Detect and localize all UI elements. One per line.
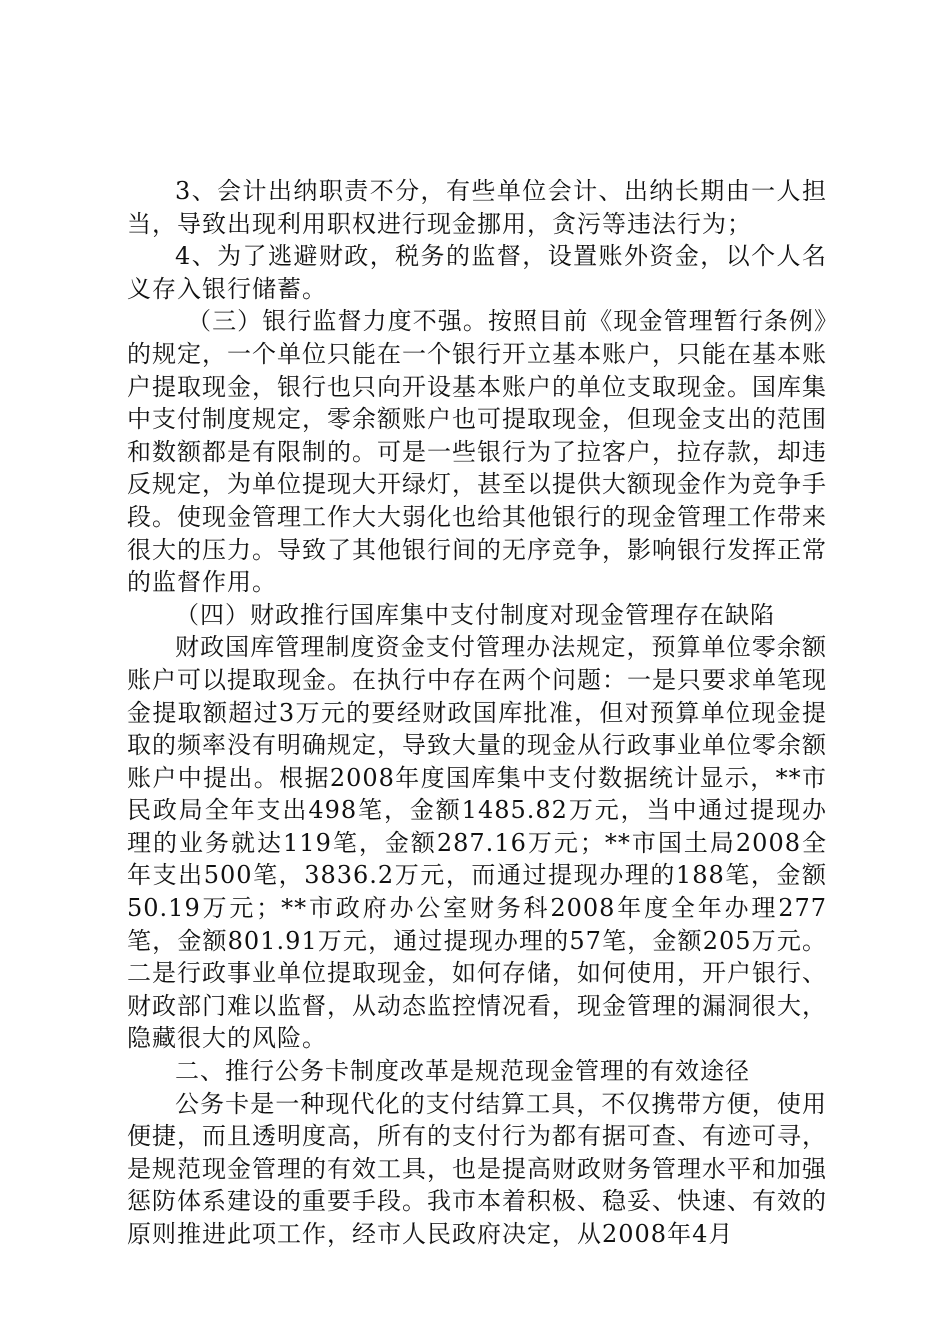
section-heading-official-card-reform: 二、推行公务卡制度改革是规范现金管理的有效途径 bbox=[175, 1057, 750, 1086]
paragraph-treasury-payment-issues: 财政国库管理制度资金支付管理办法规定，预算单位零余额账户可以提取现金。在执行中存在两个问题：一是只要求单笔现金提取额超过3万元的要经财政国库批准，但对预算单位现金提取的频率没有明确规定，导致大量的现金从行政事业单位零余额账户中提出。根据2008年度国库集中支付数据统计显示，**市民政局全年支出498笔，金额1485.82万元，当中通过提现办理的业务就达119笔，金额287.16万元；**市国土局2008全年支出500笔，3836.2万元，而通过提现办理的188笔，金额50.19万元；**市政府办公室财务科2008年度全年办理277笔，金额801.91万元，通过提现办理的57笔，金额205万元。二是行政事业单位提取现金，如何存储，如何使用，开户银行、财政部门难以监督，从动态监控情况看，现金管理的漏洞很大，隐藏很大的风险。 bbox=[127, 633, 827, 1053]
document-body bbox=[127, 175, 827, 1251]
paragraph-item-3: 3、会计出纳职责不分，有些单位会计、出纳长期由一人担当，导致出现利用职权进行现金挪用，贪污等违法行为； bbox=[127, 177, 827, 238]
paragraph-section-3-bank-supervision: （三）银行监督力度不强。按照目前《现金管理暂行条例》的规定，一个单位只能在一个银行开立基本账户，只能在基本账户提取现金，银行也只向开设基本账户的单位支取现金。国库集中支付制度规定，零余额账户也可提取现金，但现金支出的范围和数额都是有限制的。可是一些银行为了拉客户，拉存款，却违反规定，为单位提现大开绿灯，甚至以提供大额现金作为竞争手段。使现金管理工作大大弱化也给其他银行的现金管理工作带来很大的压力。导致了其他银行间的无序竞争，影响银行发挥正常的监督作用。 bbox=[127, 307, 827, 597]
paragraph-item-4: 4、为了逃避财政，税务的监督，设置账外资金，以个人名义存入银行储蓄。 bbox=[127, 242, 827, 303]
section-heading-4: （四）财政推行国库集中支付制度对现金管理存在缺陷 bbox=[175, 600, 775, 629]
paragraph-official-card-description: 公务卡是一种现代化的支付结算工具，不仅携带方便，使用便捷，而且透明度高，所有的支付行为都有据可查、有迹可寻，是规范现金管理的有效工具，也是提高财政财务管理水平和加强惩防体系建设的重要手段。我市本着积极、稳妥、快速、有效的原则推进此项工作，经市人民政府决定，从2008年4月 bbox=[127, 1089, 827, 1248]
